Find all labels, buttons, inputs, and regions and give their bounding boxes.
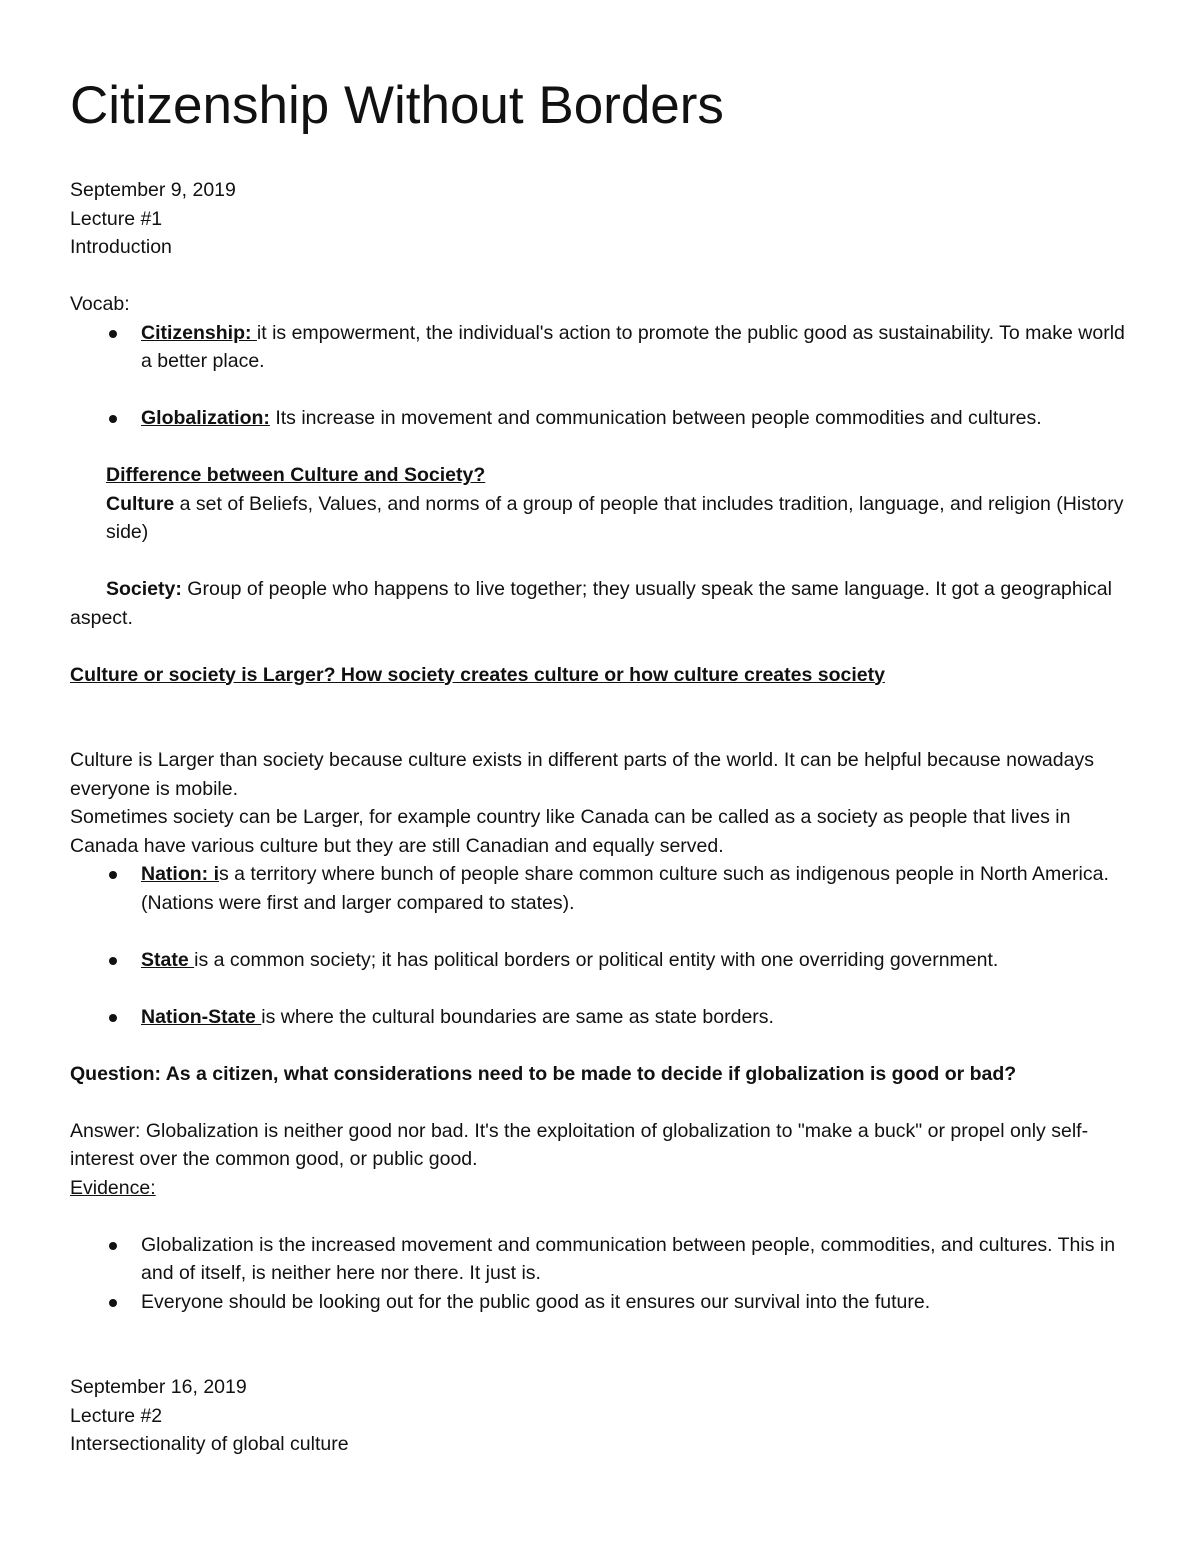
society-term: Society:	[106, 578, 182, 600]
nation-list	[70, 860, 1130, 1031]
culture-term: Culture	[106, 492, 175, 515]
culture-text: a set of Beliefs, Values, and norms of a group of people that includes tradition, language, and religion (History side)	[106, 492, 1124, 543]
lecture2-number: Lecture #2	[70, 1404, 163, 1427]
bullet-icon	[109, 1299, 117, 1307]
vocab-label: Vocab:	[70, 293, 130, 315]
nation-definition: s a territory where bunch of people share common culture such as indigenous people in North America. (Nations were first and larger compared to states).	[141, 863, 1109, 914]
larger-heading: Culture or society is Larger? How society creates culture or how culture creates society	[70, 663, 885, 686]
vocab-definition: it is empowerment, the individual's action to promote the public good as sustainability. To make world a better place.	[141, 321, 1125, 372]
paragraph-society-larger: Sometimes society can be Larger, for example country like Canada can be called as a society as people that lives in Canada have various culture but they are still Canadian and equally served.	[70, 806, 1071, 857]
bullet-icon	[109, 871, 117, 879]
nation-state-definition: is where the cultural boundaries are same as state borders.	[261, 1005, 774, 1028]
vocab-item-globalization	[70, 404, 1130, 433]
nation-state-term: Nation-State	[141, 1005, 262, 1028]
state-term: State	[141, 948, 195, 971]
bullet-icon	[109, 957, 117, 965]
evidence-text: Everyone should be looking out for the public good as it ensures our survival into the future.	[141, 1290, 931, 1313]
lecture1-topic: Introduction	[70, 236, 172, 258]
lecture2-date: September 16, 2019	[70, 1376, 247, 1398]
state-item	[70, 946, 1130, 975]
document-title: Citizenship Without Borders	[70, 76, 724, 135]
lecture1-date: September 9, 2019	[70, 179, 236, 201]
vocab-definition: Its increase in movement and communication between people commodities and cultures.	[269, 407, 1042, 429]
difference-heading: Difference between Culture and Society?	[106, 464, 486, 486]
bullet-icon	[109, 415, 117, 423]
evidence-item	[70, 1231, 1130, 1288]
society-definition	[70, 575, 1130, 632]
nation-item	[70, 860, 1130, 917]
evidence-label: Evidence:	[70, 1176, 156, 1199]
society-text: Group of people who happens to live together; they usually speak the same language. It got a geographical aspect.	[70, 578, 1112, 629]
vocab-term: Globalization:	[141, 407, 270, 429]
nation-term: Nation: i	[141, 863, 219, 885]
question: Question: As a citizen, what considerations need to be made to decide if globalization is good or bad?	[70, 1062, 1017, 1085]
lecture1-number: Lecture #1	[70, 207, 163, 230]
difference-section	[70, 461, 1130, 547]
answer: Answer: Globalization is neither good nor bad. It's the exploitation of globalization to "make a buck" or propel only self-interest over the common good, or public good.	[70, 1119, 1089, 1170]
evidence-list	[70, 1231, 1130, 1317]
vocab-list	[70, 319, 1130, 433]
paragraph-culture-larger: Culture is Larger than society because culture exists in different parts of the world. It can be helpful because nowadays everyone is mobile.	[70, 749, 1094, 800]
state-definition: is a common society; it has political borders or political entity with one overriding government.	[194, 948, 999, 971]
bullet-icon	[109, 1242, 117, 1250]
bullet-icon	[109, 330, 117, 338]
nation-state-item	[70, 1003, 1130, 1032]
document-body	[70, 176, 1130, 1459]
bullet-icon	[109, 1014, 117, 1022]
lecture2-topic: Intersectionality of global culture	[70, 1433, 349, 1455]
evidence-item	[70, 1288, 1130, 1317]
culture-definition	[106, 490, 1130, 547]
vocab-item-citizenship	[70, 319, 1130, 376]
vocab-term: Citizenship:	[141, 321, 257, 344]
evidence-text: Globalization is the increased movement and communication between people, commodities, and cultures. This in and of itself, is neither here nor there. It just is.	[141, 1233, 1116, 1284]
